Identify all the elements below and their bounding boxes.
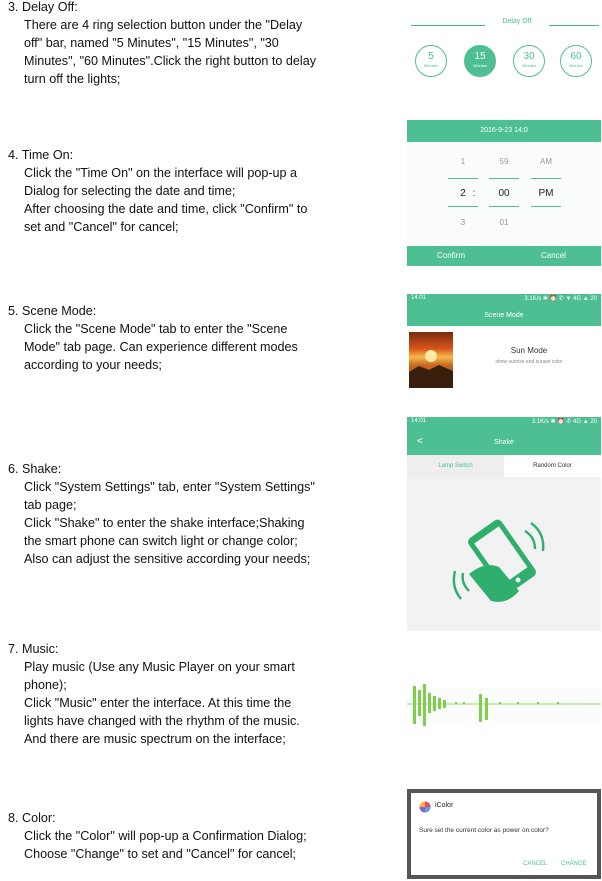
minute-next[interactable]: 01 [499, 218, 509, 227]
body-line: After choosing the date and time, click "Confirm" to [24, 202, 308, 216]
sun-mode-image[interactable] [409, 332, 453, 388]
ring-unit: Minutes [423, 63, 438, 68]
section-body [24, 827, 398, 863]
section-heading: 8. Color: [8, 811, 56, 825]
picker-line [531, 178, 561, 179]
section-shake [8, 460, 398, 568]
sun-mode-description: show sunrise and sunset color [495, 359, 563, 365]
section-heading: 4. Time On: [8, 148, 74, 162]
sunset-icon [409, 332, 453, 388]
section-heading: 6. Shake: [8, 462, 62, 476]
section-body [24, 658, 398, 748]
confirm-button[interactable]: Confirm [437, 251, 466, 260]
section-title: Music: [22, 642, 59, 656]
section-music [8, 640, 398, 748]
section-title: Color: [22, 811, 56, 825]
delay-divider-left [411, 25, 485, 26]
section-heading: 3. Delay Off: [8, 0, 78, 14]
icolor-app-icon [419, 801, 431, 813]
delay-60-minutes-button[interactable] [560, 45, 592, 77]
ring-value: 60 [570, 51, 582, 62]
status-icons: 3.1K/s ✱ ⏰ ✆ 4G ▲ 20 [531, 419, 597, 425]
shake-screenshot [407, 417, 601, 631]
time-dialog-header: 2016-9-23 14:0 [407, 120, 601, 142]
time-picker-panel [407, 142, 601, 246]
shake-phone-icon [407, 479, 601, 629]
status-bar [407, 294, 601, 304]
body-line: set and "Cancel" for cancel; [24, 220, 179, 234]
body-line: Click "Shake" to enter the shake interface;Shaking [24, 516, 305, 530]
time-on-dialog-screenshot [407, 120, 601, 270]
picker-line [489, 178, 519, 179]
body-line: Dialog for selecting the date and time; [24, 184, 236, 198]
picker-line [448, 178, 478, 179]
body-line: Play music (Use any Music Player on your smart [24, 660, 295, 674]
section-body [24, 16, 398, 88]
shake-app-bar [407, 417, 601, 455]
back-icon[interactable]: < [417, 436, 423, 447]
scene-app-bar [407, 294, 601, 326]
section-scene-mode [8, 302, 398, 374]
tab-lamp-switch[interactable]: Lamp Switch [407, 455, 504, 477]
tab-random-color[interactable]: Random Color [504, 455, 601, 477]
ampm-pm[interactable]: PM [538, 188, 554, 199]
ring-value: 5 [428, 51, 434, 62]
ring-unit: Minutes [472, 63, 487, 68]
picker-line [489, 206, 519, 207]
body-line: And there are music spectrum on the interface; [24, 732, 286, 746]
picker-line [531, 206, 561, 207]
ampm-am[interactable]: AM [540, 157, 552, 166]
dialog-message: Sure set the current color as power on color? [419, 827, 549, 834]
body-line: the smart phone can switch light or change color; [24, 534, 298, 548]
delay-divider-right [549, 25, 599, 26]
section-heading: 7. Music: [8, 642, 59, 656]
body-line: turn off the lights; [24, 72, 121, 86]
body-line: Click the "Color" will pop-up a Confirmation Dialog; [24, 829, 307, 843]
section-title: Delay Off: [22, 0, 78, 14]
section-body [24, 478, 398, 568]
status-time: 14:01 [411, 295, 427, 301]
ring-value: 30 [523, 51, 535, 62]
section-time-on [8, 146, 398, 236]
body-line: Click the "Time On" on the interface will pop-up a [24, 166, 298, 180]
section-body [24, 320, 398, 374]
delay-5-minutes-button[interactable] [415, 45, 447, 77]
time-separator: : [472, 188, 476, 199]
shake-title: Shake [494, 439, 514, 446]
status-icons: 3.1K/s ✱ ⏰ ✆ ▼ 4G ▲ 20 [524, 296, 597, 302]
body-line: There are 4 ring selection button under the "Delay [24, 18, 303, 32]
section-title: Shake: [22, 462, 62, 476]
ring-unit: Minutes [568, 63, 583, 68]
section-delay-off [8, 0, 398, 88]
body-line: according to your needs; [24, 358, 162, 372]
cancel-button[interactable]: Cancel [541, 251, 566, 260]
hour-selected[interactable]: 2 [460, 188, 466, 199]
body-line: Also can adjust the sensitive according your needs; [24, 552, 311, 566]
section-title: Time On: [21, 148, 74, 162]
body-line: Click "Music" enter the interface. At this time the [24, 696, 292, 710]
ring-unit: Minutes [521, 63, 536, 68]
delay-15-minutes-button[interactable] [464, 45, 496, 77]
ring-value: 15 [474, 51, 486, 62]
body-line: phone); [24, 678, 67, 692]
dialog-app-name: iColor [435, 802, 454, 809]
delay-off-screenshot [407, 5, 601, 85]
minute-prev[interactable]: 59 [499, 157, 509, 166]
body-line: lights have changed with the rhythm of the music. [24, 714, 300, 728]
section-title: Scene Mode: [22, 304, 97, 318]
body-line: Minutes", "60 Minutes".Click the right button to delay [24, 54, 317, 68]
music-spectrum-icon [407, 676, 601, 740]
status-bar [407, 417, 601, 427]
minute-selected[interactable]: 00 [498, 188, 510, 199]
sun-mode-label[interactable]: Sun Mode [510, 346, 548, 355]
status-time: 14:01 [411, 418, 427, 424]
section-color [8, 809, 398, 863]
picker-line [448, 206, 478, 207]
delay-30-minutes-button[interactable] [513, 45, 545, 77]
section-heading: 5. Scene Mode: [8, 304, 97, 318]
scene-title: Scene Mode [484, 312, 524, 319]
confirm-dialog [411, 793, 597, 875]
body-line: off" bar, named "5 Minutes", "15 Minutes", "30 [24, 36, 279, 50]
time-dialog-footer [407, 246, 601, 266]
body-line: Choose "Change" to set and "Cancel" for cancel; [24, 847, 297, 861]
dialog-change-button[interactable]: CHANGE [561, 861, 587, 867]
body-line: tab page; [24, 498, 77, 512]
body-line: Click "System Settings" tab, enter "System Settings" [24, 480, 315, 494]
body-line: Mode" tab page. Can experience different modes [24, 340, 298, 354]
music-spectrum-screenshot [407, 676, 601, 740]
delay-off-title: Delay Off [502, 18, 532, 25]
dialog-cancel-button[interactable]: CANCEL [523, 861, 548, 867]
hour-prev[interactable]: 1 [460, 157, 466, 166]
scene-mode-screenshot [407, 294, 601, 390]
hour-next[interactable]: 3 [460, 218, 466, 227]
body-line: Click the "Scene Mode" tab to enter the "Scene [24, 322, 288, 336]
section-body [24, 164, 398, 236]
color-dialog-screenshot [407, 789, 601, 879]
